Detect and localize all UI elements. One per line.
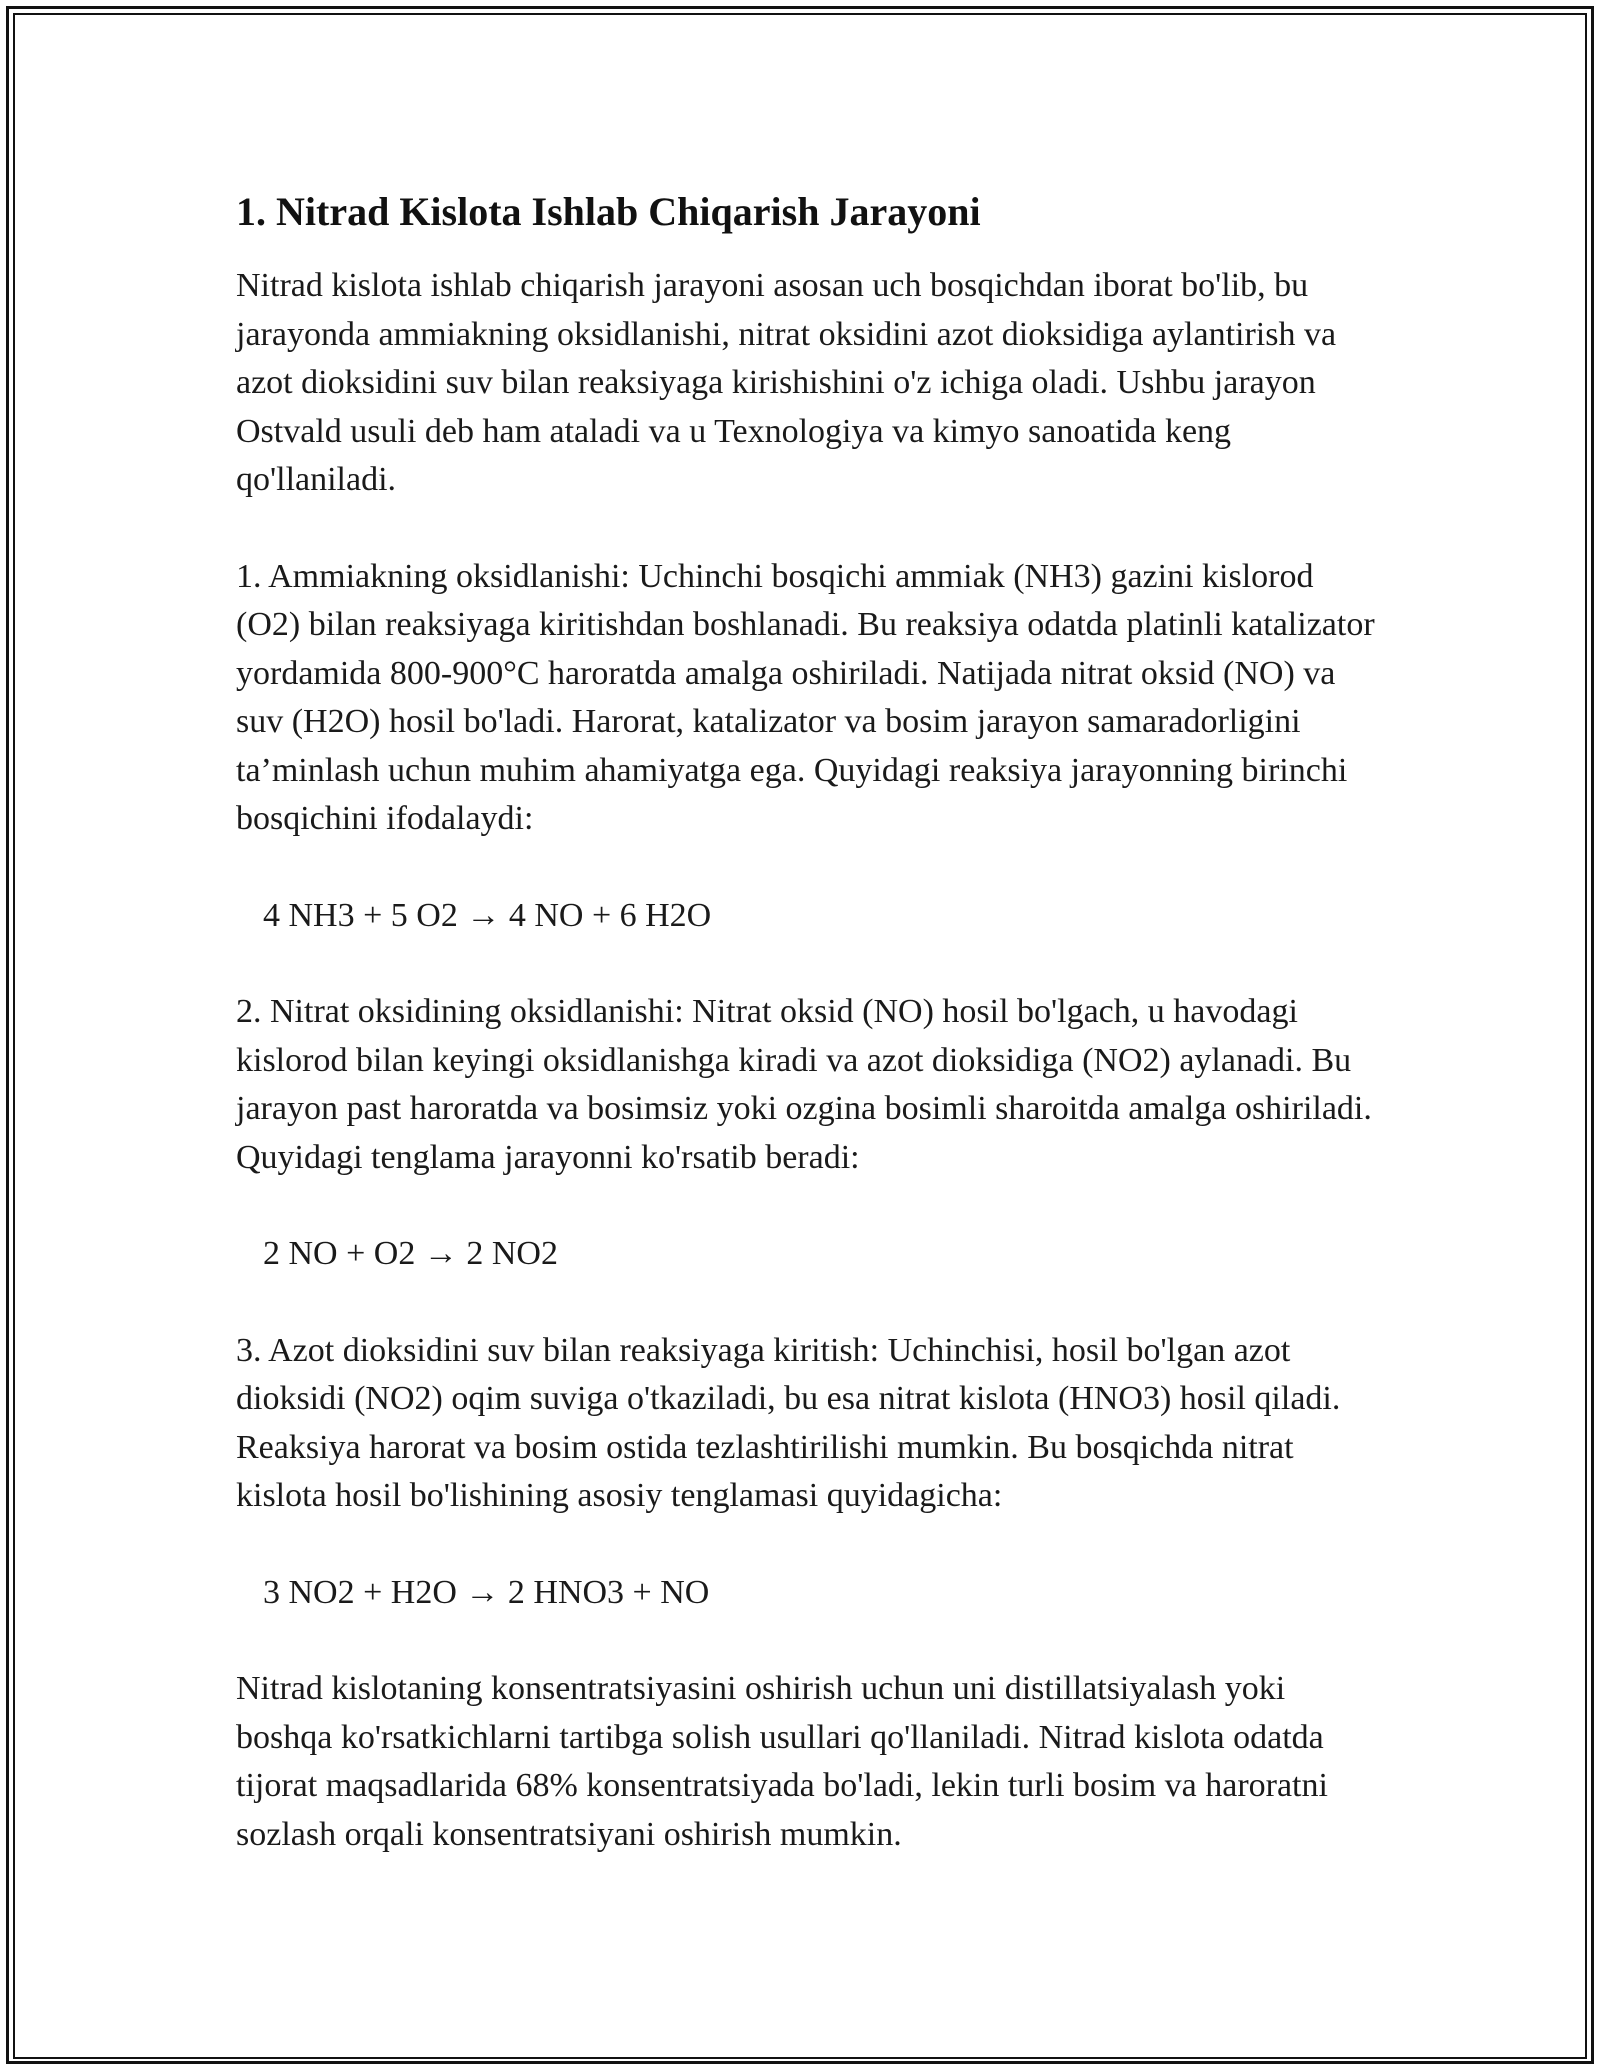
step-1-paragraph: 1. Ammiakning oksidlanishi: Uchinchi bosqichi ammiak (NH3) gazini kislorod (O2) bilan reaksiyaga kiritishdan boshlanadi. Bu reaksiya odatda platinli katalizator yordamida 800-900°C haroratda amalga oshiriladi. Natijada nitrat oksid (NO) va suv (H2O) hosil bo'ladi. Harorat, katalizator va bosim jarayon samaradorligini ta’minlash uchun muhim ahamiyatga ega. Quyidagi reaksiya jarayonning birinchi bosqichini ifodalaydi: (236, 557, 1375, 837)
document-body (236, 186, 1376, 1859)
section-title: 1. Nitrad Kislota Ishlab Chiqarish Jarayoni (236, 189, 981, 234)
step-2-equation: 2 NO + O2 → 2 NO2 (263, 1235, 558, 1272)
intro-paragraph: Nitrad kislota ishlab chiqarish jarayoni asosan uch bosqichdan iborat bo'lib, bu jarayonda ammiakning oksidlanishi, nitrat oksidini azot dioksidiga aylantirish va azot dioksidini suv bilan reaksiyaga kirishishini o'z ichiga oladi. Ushbu jarayon Ostvald usuli deb ham ataladi va u Texnologiya va kimyo sanoatida keng qo'llaniladi. (236, 267, 1337, 498)
closing-paragraph: Nitrad kislotaning konsentratsiyasini oshirish uchun uni distillatsiyalash yoki boshqa ko'rsatkichlarni tartibga solish usullari qo'llaniladi. Nitrad kislota odatda tijorat maqsadlarida 68% konsentratsiyada bo'ladi, lekin turli bosim va haroratni sozlash orqali konsentratsiyani oshirish mumkin. (236, 1670, 1328, 1853)
step-3-paragraph: 3. Azot dioksidini suv bilan reaksiyaga kiritish: Uchinchisi, hosil bo'lgan azot dioksidi (NO2) oqim suviga o'tkaziladi, bu esa nitrat kislota (HNO3) hosil qiladi. Reaksiya harorat va bosim ostida tezlashtirilishi mumkin. Bu bosqichda nitrat kislota hosil bo'lishining asosiy tenglamasi quyidagicha: (236, 1331, 1341, 1514)
step-1-equation: 4 NH3 + 5 O2 → 4 NO + 6 H2O (263, 896, 712, 934)
step-2-paragraph: 2. Nitrat oksidining oksidlanishi: Nitrat oksid (NO) hosil bo'lgach, u havodagi kislorod bilan keyingi oksidlanishga kiradi va azot dioksidiga (NO2) aylanadi. Bu jarayon past haroratda va bosimsiz yoki ozgina bosimli sharoitda amalga oshiriladi. Quyidagi tenglama jarayonni ko'rsatib beradi: (236, 993, 1372, 1176)
step-3-equation: 3 NO2 + H2O → 2 HNO3 + NO (263, 1573, 710, 1611)
